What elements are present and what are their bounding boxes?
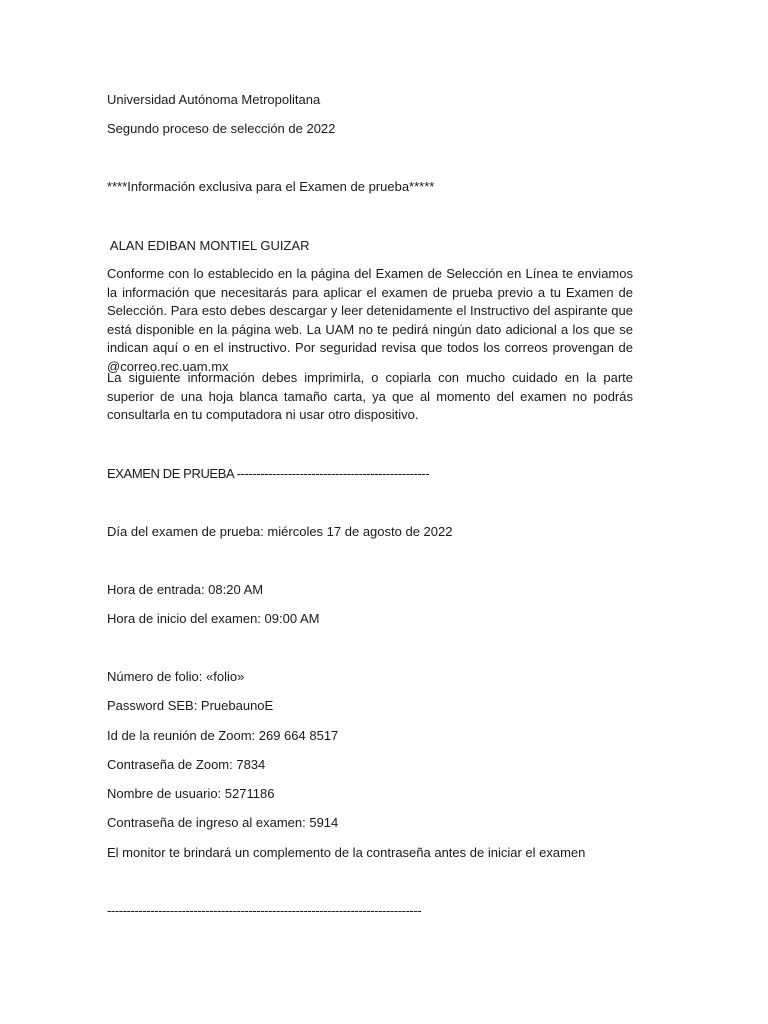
- folio-number: Número de folio: «folio»: [107, 669, 245, 684]
- username: Nombre de usuario: 5271186: [107, 786, 275, 801]
- exam-password: Contraseña de ingreso al examen: 5914: [107, 815, 339, 830]
- exam-section-title: EXAMEN DE PRUEBA -------------------------------------------------: [107, 466, 430, 481]
- selection-process: Segundo proceso de selección de 2022: [107, 121, 336, 136]
- exclusive-notice: ****Información exclusiva para el Examen de prueba*****: [107, 179, 435, 194]
- university-name: Universidad Autónoma Metropolitana: [107, 92, 321, 107]
- print-instructions-paragraph: La siguiente información debes imprimirla, o copiarla con mucho cuidado en la parte superior de una hoja blanca tamaño carta, ya que al momento del examen no podrás consultarla en tu computadora ni usar otro dispositivo.: [107, 370, 633, 422]
- intro-paragraph: Conforme con lo establecido en la página del Examen de Selección en Línea te enviamos la información que necesitarás para aplicar el examen de prueba previo a tu Examen de Selección. Para esto debes descargar y leer detenidamente el Instructivo del aspirante que está disponible en la página web. La UAM no te pedirá ningún dato adicional a los que se indican aquí o en el instructivo. Por seguridad revisa que todos los correos provengan de @correo.rec.uam.mx: [107, 266, 633, 374]
- applicant-name: ALAN EDIBAN MONTIEL GUIZAR: [107, 238, 310, 253]
- seb-password: Password SEB: PruebaunoE: [107, 698, 274, 713]
- zoom-meeting-id: Id de la reunión de Zoom: 269 664 8517: [107, 728, 339, 743]
- start-time: Hora de inicio del examen: 09:00 AM: [107, 611, 320, 626]
- closing-divider: --------------------------------------------------------------------------------: [107, 903, 422, 918]
- monitor-note: El monitor te brindará un complemento de la contraseña antes de iniciar el examen: [107, 845, 586, 860]
- entry-time: Hora de entrada: 08:20 AM: [107, 582, 264, 597]
- exam-date: Día del examen de prueba: miércoles 17 de agosto de 2022: [107, 524, 453, 539]
- zoom-password: Contraseña de Zoom: 7834: [107, 757, 266, 772]
